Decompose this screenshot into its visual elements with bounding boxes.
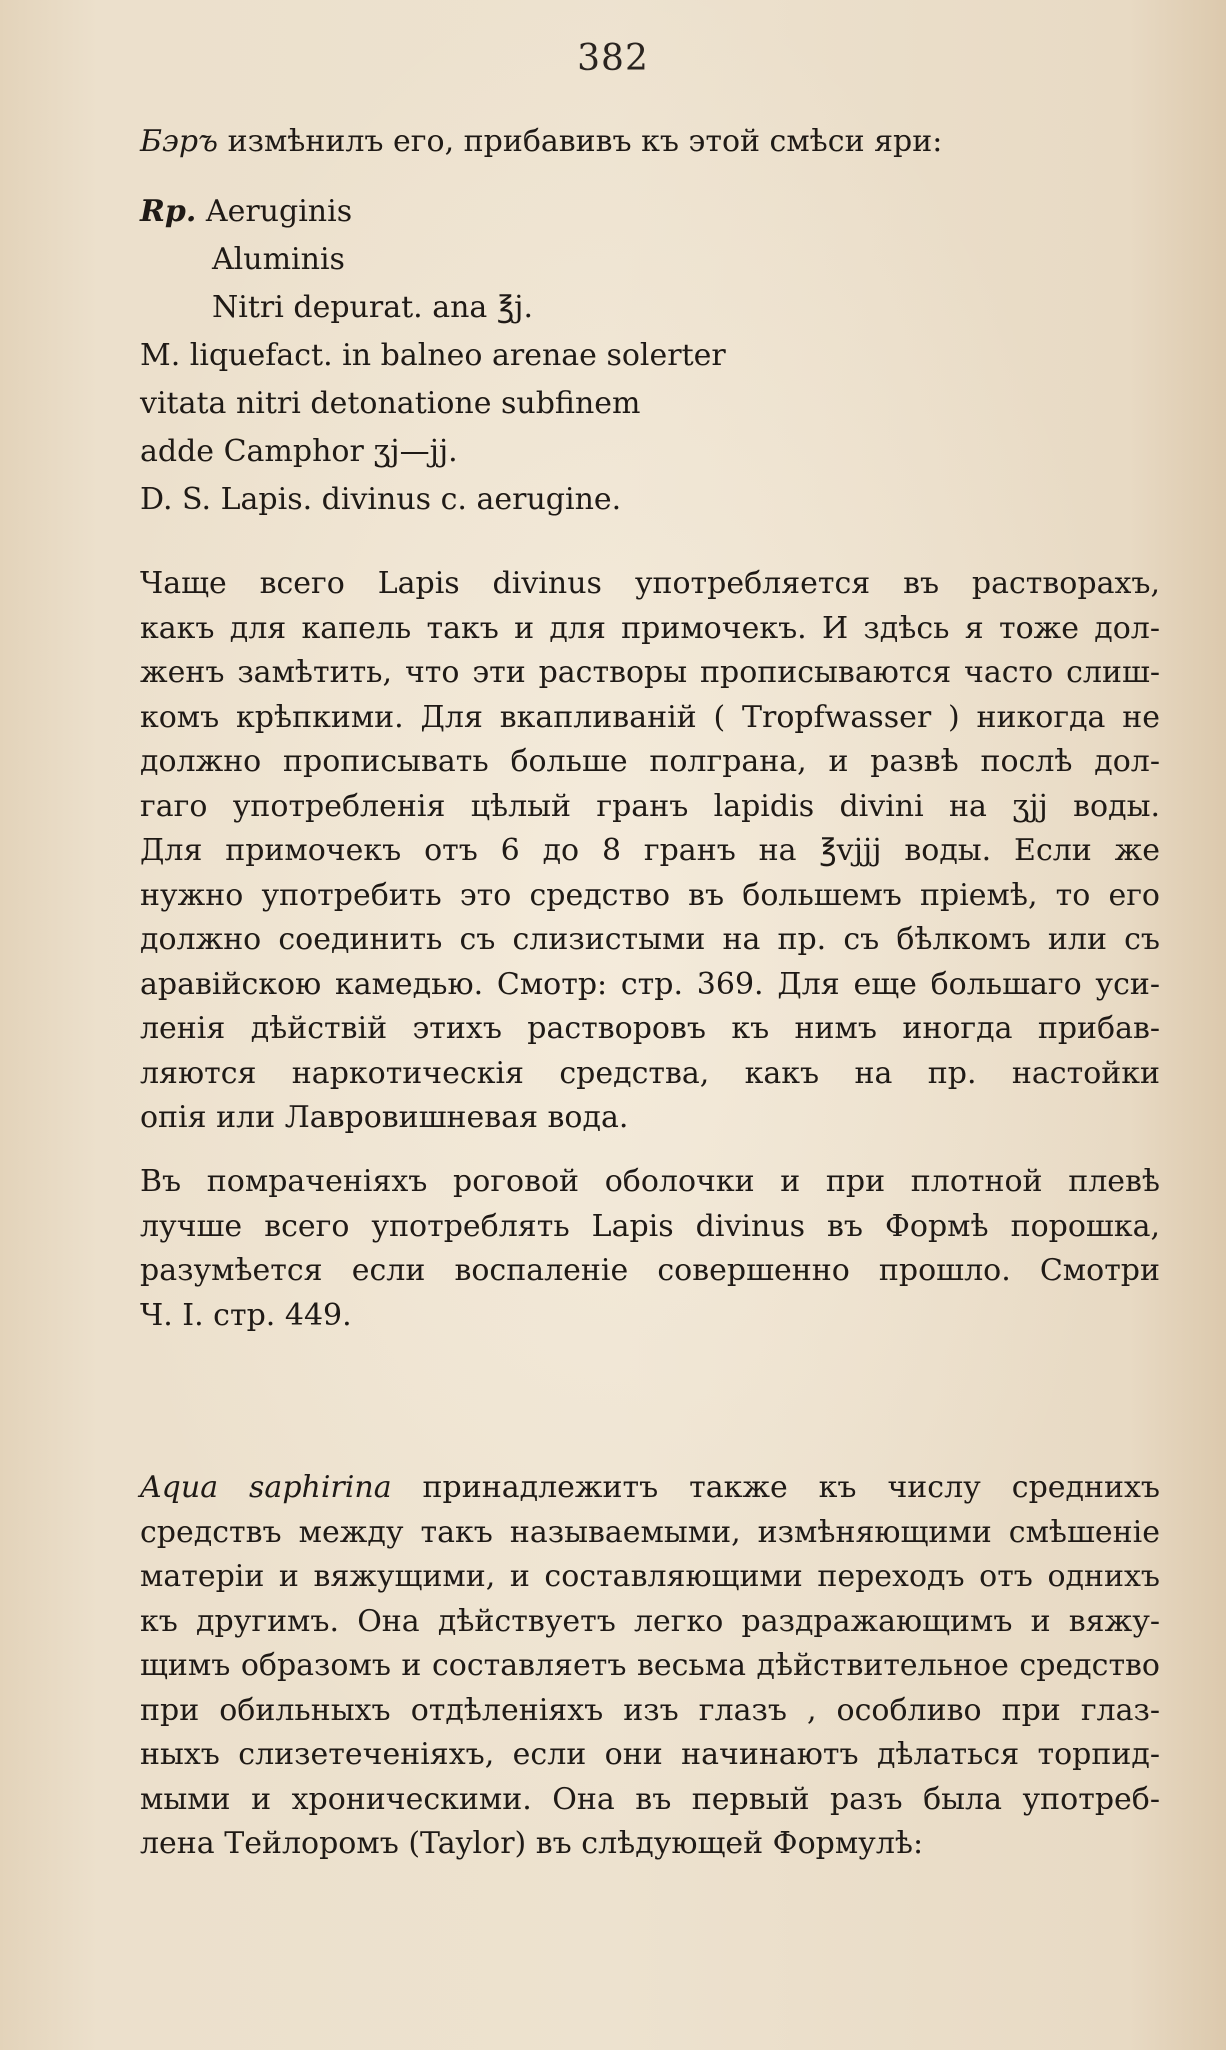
text-line: матеріи и вяжущими, и составляющими переходъ отъ однихъ (140, 1559, 1160, 1594)
term-aqua-saphirina: Aqua saphirina (140, 1470, 392, 1505)
text-line: лучше всего употреблять Lapis divinus въ Формѣ порошка, (140, 1208, 1160, 1244)
prescription-line: Nitri depurat. ana ℥j. (212, 290, 534, 325)
page-number: 382 (577, 38, 649, 79)
text-line: аравійскою камедью. Смотр: стр. 369. Для еще большаго уси- (140, 966, 1160, 1002)
text-line: мыми и хроническими. Она въ первый разъ была употреб- (140, 1781, 1160, 1817)
text-line: комъ крѣпкими. Для вкапливаній ( Tropfwasser ) никогда не (140, 699, 1160, 735)
paragraph-cornea (140, 1160, 1160, 1338)
text-line: Въ помраченіяхъ роговой оболочки и при плотной плевѣ (140, 1164, 1160, 1199)
text-line: разумѣется если воспаленіе совершенно прошло. Смотри (140, 1253, 1160, 1288)
prescription-line: D. S. Lapis. divinus c. aerugine. (140, 482, 622, 517)
text-line: нужно употребить это средство въ большемъ пріемѣ, то его (140, 877, 1160, 913)
prescription (140, 188, 726, 524)
intro-text: измѣнилъ его, прибавивъ къ этой смѣси яри: (218, 124, 943, 159)
paragraph-solutions (140, 562, 1160, 1141)
text-line: гаго употребленія цѣлый гранъ lapidis divini на ʒjj воды. (140, 788, 1160, 824)
prescription-line: Rp. Aeruginis (140, 194, 353, 229)
text-line: лена Тейлоромъ (Taylor) въ слѣдующей Формулѣ: (140, 1826, 924, 1861)
recipe-symbol: Rp. (140, 194, 197, 229)
intro-line (140, 120, 942, 164)
text-line: ленія дѣйствій этихъ растворовъ къ нимъ иногда прибав- (140, 1011, 1160, 1046)
author-name: Бэръ (140, 124, 219, 159)
prescription-line: M. liquefact. in balneo arenae solerter (140, 338, 726, 373)
text-line: средствъ между такъ называемыми, измѣняющими смѣшеніе (140, 1514, 1160, 1550)
text-line: какъ для капель такъ и для примочекъ. И здѣсь я тоже дол- (140, 610, 1160, 646)
prescription-line: adde Camphor ʒj—jj. (140, 434, 458, 469)
text-line: ныхъ слизетеченіяхъ, если они начинаютъ дѣлаться торпид- (140, 1737, 1160, 1772)
paragraph-aqua-saphirina (140, 1466, 1160, 1867)
text-line: женъ замѣтить, что эти растворы прописываются часто слиш- (140, 655, 1160, 690)
text-line: опія или Лавровишневая вода. (140, 1100, 629, 1135)
text-line: при обильныхъ отдѣленіяхъ изъ глазъ , особливо при глаз- (140, 1692, 1160, 1728)
text-line: должно прописывать больше полграна, и развѣ послѣ дол- (140, 744, 1160, 779)
text-line: ляются наркотическія средства, какъ на пр. настойки (140, 1055, 1160, 1091)
text-line: должно соединить съ слизистыми на пр. съ бѣлкомъ или съ (140, 922, 1160, 957)
prescription-line: vitata nitri detonatione subfinem (140, 386, 641, 421)
text-line: щимъ образомъ и составляетъ весьма дѣйствительное средство (140, 1648, 1160, 1683)
text-line: къ другимъ. Она дѣйствуетъ легко раздражающимъ и вяжу- (140, 1603, 1160, 1639)
text-line: Чаще всего Lapis divinus употребляется въ растворахъ, (140, 566, 1160, 601)
text-line: Aqua saphirina принадлежитъ также къ числу среднихъ (140, 1470, 1160, 1505)
text-line: Для примочекъ отъ 6 до 8 гранъ на ℥vjjj воды. Если же (140, 833, 1160, 868)
text-line: Ч. I. стр. 449. (140, 1297, 352, 1333)
prescription-line: Aluminis (212, 242, 345, 277)
